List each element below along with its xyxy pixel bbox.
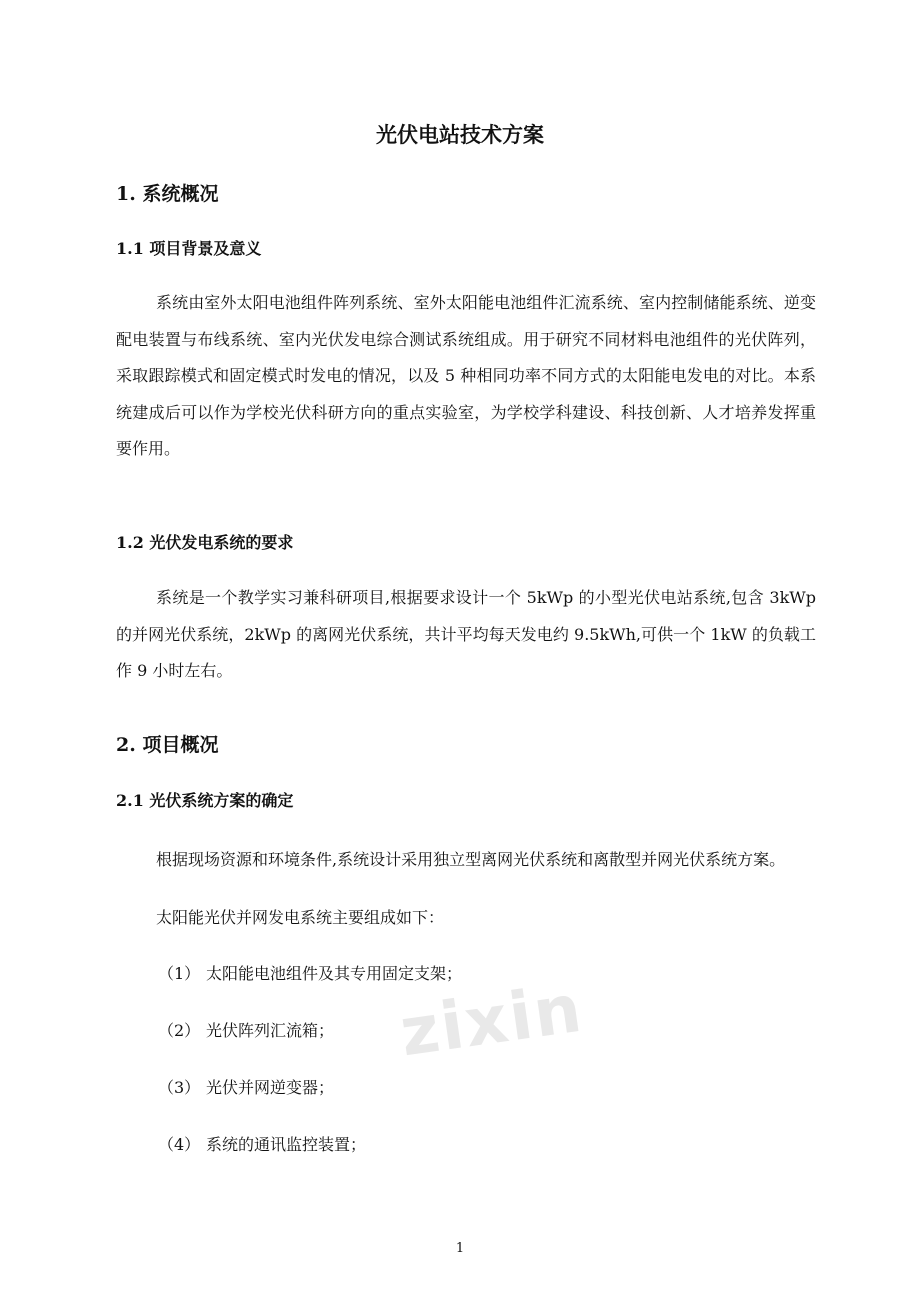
section-1-2-heading: 1.2 光伏发电系统的要求 <box>116 533 294 552</box>
list-item <box>158 1019 334 1043</box>
list-item-number: （1） <box>158 964 201 983</box>
list-item-number: （2） <box>158 1021 201 1040</box>
section-2-1-paragraph-1: 根据现场资源和环境条件,系统设计采用独立型离网光伏系统和离散型并网光伏系统方案。 <box>156 850 786 869</box>
page-number: 1 <box>455 1241 465 1256</box>
list-item <box>158 1133 366 1157</box>
section-1-2-paragraph: 系统是一个教学实习兼科研项目,根据要求设计一个 5kWp 的小型光伏电站系统,包含 3kWp 的并网光伏系统，2kWp 的离网光伏系统，共计平均每天发电约 9.5kWh,可供一个 1kW 的负载工作 9 小时左右。 <box>116 588 816 680</box>
section-1-1-heading: 1.1 项目背景及意义 <box>116 239 262 258</box>
list-item <box>158 962 462 986</box>
document-title: 光伏电站技术方案 <box>376 122 544 147</box>
list-item-text: 光伏阵列汇流箱； <box>206 1021 335 1040</box>
list-item-number: （4） <box>158 1135 201 1154</box>
list-item-text: 光伏并网逆变器； <box>206 1078 335 1097</box>
list-item <box>158 1076 334 1100</box>
section-1-1-paragraph: 系统由室外太阳电池组件阵列系统、室外太阳能电池组件汇流系统、室内控制储能系统、逆变配电装置与布线系统、室内光伏发电综合测试系统组成。用于研究不同材料电池组件的光伏阵列，采取跟踪模式和固定模式时发电的情况，以及 5 种相同功率不同方式的太阳能电发电的对比。本系统建成后可以作为学校光伏科研方向的重点实验室，为学校学科建设、科技创新、人才培养发挥重要作用。 <box>116 293 816 458</box>
list-item-text: 系统的通讯监控装置； <box>206 1135 367 1154</box>
section-2-1-paragraph-2: 太阳能光伏并网发电系统主要组成如下： <box>156 908 445 927</box>
section-1-heading: 1. 系统概况 <box>116 183 219 205</box>
section-2-1-heading: 2.1 光伏系统方案的确定 <box>116 791 294 810</box>
watermark: zixin <box>395 969 588 1072</box>
list-item-number: （3） <box>158 1078 201 1097</box>
section-2-heading: 2. 项目概况 <box>116 734 219 756</box>
list-item-text: 太阳能电池组件及其专用固定支架； <box>206 964 463 983</box>
